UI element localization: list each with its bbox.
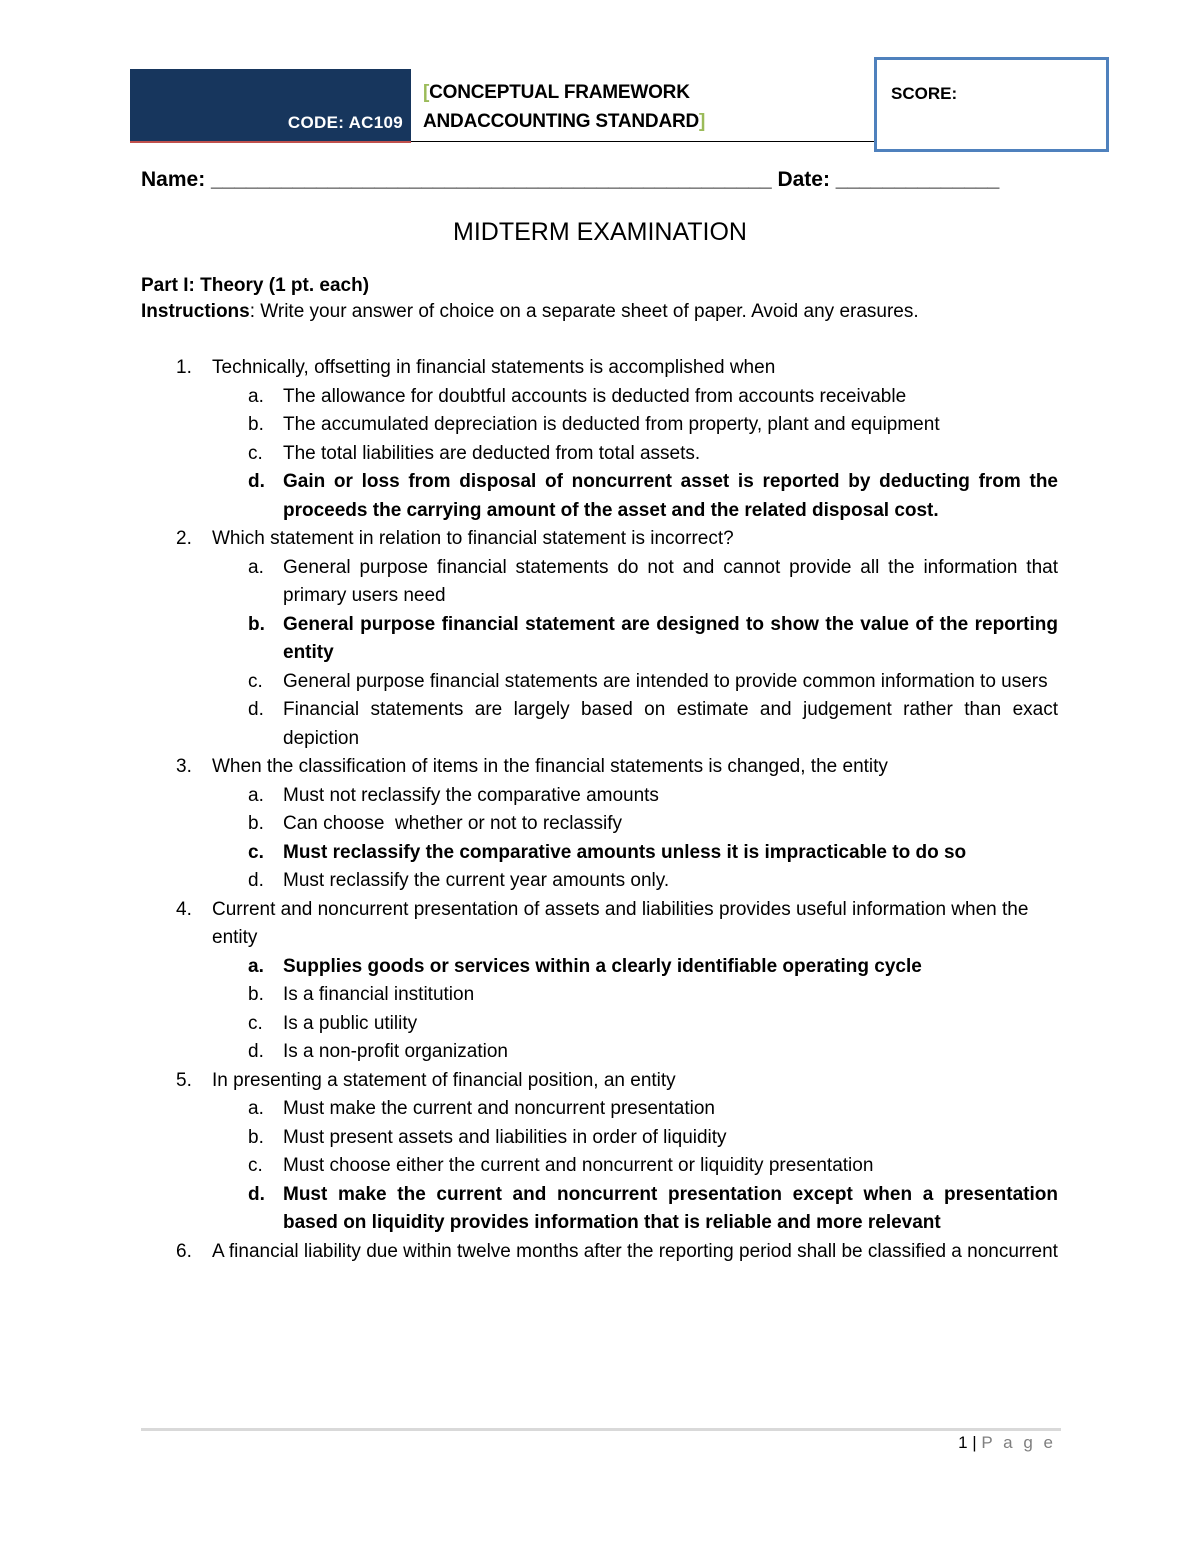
question-2	[141, 525, 1058, 554]
instructions	[141, 301, 919, 323]
option-1c	[141, 440, 1058, 469]
question-text: A financial liability due within twelve months after the reporting period shall be classified a noncurrent	[212, 1240, 1058, 1262]
option-letter: b.	[248, 813, 264, 834]
option-text: Must make the current and noncurrent presentation	[283, 1098, 715, 1119]
option-5c	[141, 1152, 1058, 1181]
option-2d	[141, 696, 1058, 753]
option-text: The accumulated depreciation is deducted from property, plant and equipment	[283, 414, 940, 435]
option-2b-answer	[141, 611, 1058, 668]
question-number: 2.	[176, 528, 192, 549]
option-text: Must reclassify the comparative amounts unless it is impracticable to do so	[283, 841, 967, 863]
option-text: Financial statements are largely based on estimate and judgement rather than exact depiction	[283, 699, 1058, 749]
option-letter: c.	[248, 670, 263, 692]
question-list	[141, 354, 1058, 1266]
option-5d-answer	[141, 1181, 1058, 1238]
question-text: Which statement in relation to financial statement is incorrect?	[212, 528, 734, 549]
score-label: SCORE:	[891, 84, 958, 103]
option-4a-answer	[141, 953, 1058, 982]
option-letter: a.	[248, 955, 264, 977]
option-letter: b.	[248, 613, 265, 635]
footer-rule	[141, 1428, 1061, 1431]
footer-separator: |	[967, 1433, 982, 1452]
option-1a	[141, 383, 1058, 412]
question-1	[141, 354, 1058, 383]
option-text: Gain or loss from disposal of noncurrent asset is reported by deducting from the proceeds the carrying amount of the asset and the related disposal cost.	[283, 471, 1058, 521]
option-letter: c.	[248, 1155, 263, 1176]
option-5b	[141, 1124, 1058, 1153]
page-label: P a g e	[981, 1433, 1056, 1452]
option-4b	[141, 981, 1058, 1010]
option-text: General purpose financial statements are intended to provide common information to users	[283, 670, 1048, 692]
option-1b	[141, 411, 1058, 440]
option-letter: d.	[248, 870, 264, 891]
title-open-bracket: [	[423, 82, 430, 103]
option-letter: a.	[248, 1098, 264, 1119]
page-number: 1	[958, 1433, 968, 1452]
question-5	[141, 1067, 1058, 1096]
option-text: Is a non-profit organization	[283, 1041, 508, 1062]
option-letter: c.	[248, 1012, 263, 1034]
option-letter: d.	[248, 471, 265, 492]
option-letter: c.	[248, 841, 264, 863]
question-number: 4.	[176, 898, 192, 920]
option-2c	[141, 668, 1058, 697]
code-underline	[130, 141, 411, 143]
name-date-line[interactable]: Name: ________________________________________________ Date: ______________	[141, 168, 1000, 191]
question-text: Current and noncurrent presentation of assets and liabilities provides useful information when the entity	[212, 898, 1029, 948]
question-3	[141, 753, 1058, 782]
option-2a	[141, 554, 1058, 611]
option-4c	[141, 1010, 1058, 1039]
option-letter: c.	[248, 442, 263, 464]
question-4	[141, 896, 1058, 953]
option-text: Is a public utility	[283, 1012, 418, 1034]
option-letter: d.	[248, 699, 264, 720]
question-6	[141, 1238, 1058, 1267]
option-letter: d.	[248, 1041, 264, 1062]
option-text: Must not reclassify the comparative amounts	[283, 784, 659, 806]
title-close-bracket: ]	[699, 111, 706, 132]
question-number: 6.	[176, 1240, 192, 1262]
option-3c-answer	[141, 839, 1058, 868]
option-text: Must reclassify the current year amounts only.	[283, 870, 670, 891]
option-1d-answer	[141, 468, 1058, 525]
option-3b	[141, 810, 1058, 839]
part-title: Part I: Theory (1 pt. each)	[141, 275, 370, 296]
option-3a	[141, 782, 1058, 811]
title-line1-text: CONCEPTUAL FRAMEWORK	[429, 82, 690, 103]
option-text: Can choose whether or not to reclassify	[283, 813, 623, 834]
option-text: The total liabilities are deducted from total assets.	[283, 442, 701, 464]
question-number: 5.	[176, 1069, 192, 1091]
option-letter: d.	[248, 1183, 265, 1205]
option-text: General purpose financial statement are designed to show the value of the reporting entity	[283, 613, 1058, 663]
option-3d	[141, 867, 1058, 896]
question-text: When the classification of items in the financial statements is changed, the entity	[212, 756, 888, 777]
option-letter: a.	[248, 556, 264, 578]
question-number: 3.	[176, 756, 192, 777]
instructions-label: Instructions	[141, 301, 250, 322]
option-text: Must choose either the current and noncurrent or liquidity presentation	[283, 1155, 874, 1176]
option-text: Is a financial institution	[283, 984, 475, 1005]
header-rule	[411, 141, 876, 142]
option-letter: a.	[248, 784, 264, 806]
course-title-line-1	[423, 78, 705, 107]
title-line2-text: ANDACCOUNTING STANDARD	[423, 111, 700, 132]
course-title-line-2	[423, 107, 705, 136]
score-box[interactable]	[874, 57, 1109, 152]
exam-title: MIDTERM EXAMINATION	[453, 218, 747, 246]
option-text: Must make the current and noncurrent presentation except when a presentation based on liquidity provides information that is reliable and more relevant	[283, 1183, 1058, 1233]
course-code: CODE: AC109	[130, 69, 411, 141]
option-letter: b.	[248, 984, 264, 1005]
course-title	[423, 78, 705, 136]
option-letter: b.	[248, 414, 264, 435]
option-4d	[141, 1038, 1058, 1067]
question-text: Technically, offsetting in financial statements is accomplished when	[212, 357, 776, 378]
page-footer	[958, 1433, 1056, 1453]
question-number: 1.	[176, 357, 192, 378]
instructions-text: : Write your answer of choice on a separate sheet of paper. Avoid any erasures.	[249, 301, 919, 322]
option-text: Must present assets and liabilities in order of liquidity	[283, 1126, 727, 1148]
option-text: General purpose financial statements do not and cannot provide all the information that primary users need	[283, 556, 1058, 606]
question-text: In presenting a statement of financial position, an entity	[212, 1069, 676, 1091]
option-letter: a.	[248, 385, 264, 407]
option-5a	[141, 1095, 1058, 1124]
option-text: Supplies goods or services within a clearly identifiable operating cycle	[283, 955, 922, 977]
option-text: The allowance for doubtful accounts is deducted from accounts receivable	[283, 385, 907, 407]
option-letter: b.	[248, 1126, 264, 1148]
